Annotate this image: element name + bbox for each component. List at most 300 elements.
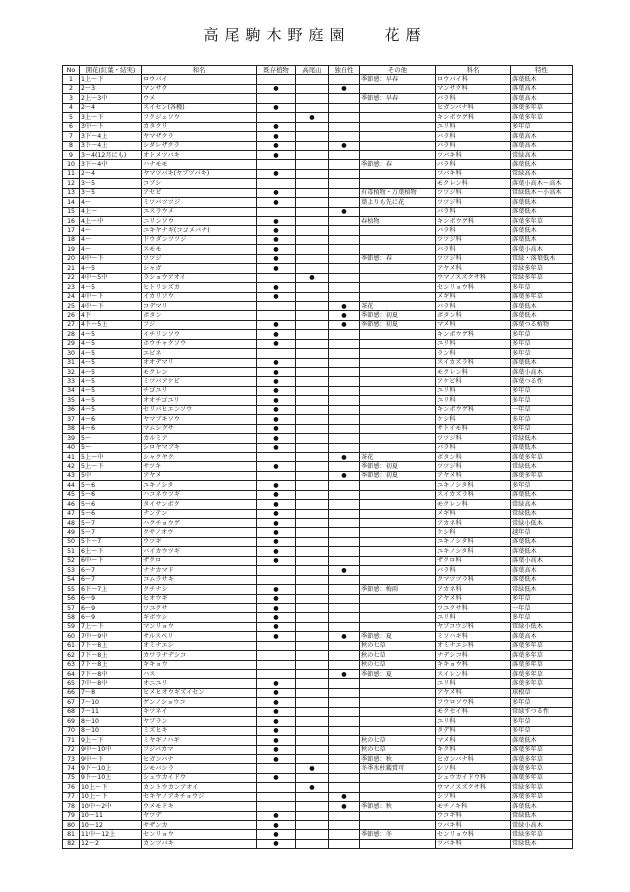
japanese-name-cell: センリョウ — [142, 830, 257, 839]
other-cell — [360, 537, 436, 546]
family-cell: ツツジ科 — [436, 434, 511, 443]
no-cell: 65 — [63, 679, 80, 688]
characteristics-cell: 落葉多年草 — [511, 452, 573, 461]
table-row — [63, 141, 573, 150]
uniqueness-cell — [329, 537, 360, 546]
table-row — [63, 698, 573, 707]
bloom-period-cell: 12～2 — [80, 839, 142, 848]
no-cell: 55 — [63, 585, 80, 594]
table-row — [63, 150, 573, 159]
no-cell: 58 — [63, 613, 80, 622]
family-cell: ユリ科 — [436, 717, 511, 726]
uniqueness-cell — [329, 509, 360, 518]
japanese-name-cell: ヤマツバキ(ヤブツバキ) — [142, 169, 257, 178]
other-cell — [360, 839, 436, 848]
table-row — [63, 235, 573, 244]
family-cell: ケシ科 — [436, 528, 511, 537]
table-row — [63, 198, 573, 207]
bloom-period-cell: 4上～中 — [80, 217, 142, 226]
mt-takao-cell — [296, 613, 329, 622]
characteristics-cell: 落葉低木 — [511, 311, 573, 320]
header-characteristics: 特性 — [511, 66, 573, 75]
uniqueness-cell — [329, 132, 360, 141]
japanese-name-cell: シモバシラ — [142, 764, 257, 773]
table-row — [63, 811, 573, 820]
family-cell: バラ科 — [436, 207, 511, 216]
table-body — [63, 75, 573, 849]
bloom-period-cell: 4～5 — [80, 405, 142, 414]
uniqueness-cell — [329, 811, 360, 820]
no-cell: 66 — [63, 688, 80, 697]
no-cell: 71 — [63, 736, 80, 745]
japanese-name-cell: ウメモドキ — [142, 802, 257, 811]
bloom-period-cell: 9中～下 — [80, 754, 142, 763]
header-family: 科名 — [436, 66, 511, 75]
existing-plant-cell: ● — [257, 736, 296, 745]
uniqueness-cell — [329, 519, 360, 528]
characteristics-cell: 常緑高木 — [511, 150, 573, 159]
japanese-name-cell: オミナエシ — [142, 641, 257, 650]
uniqueness-cell: ● — [329, 301, 360, 310]
no-cell: 3 — [63, 94, 80, 103]
table-row — [63, 405, 573, 414]
other-cell — [360, 434, 436, 443]
characteristics-cell: 落葉多年草 — [511, 792, 573, 801]
mt-takao-cell: ● — [296, 273, 329, 282]
no-cell: 56 — [63, 594, 80, 603]
uniqueness-cell — [329, 254, 360, 263]
existing-plant-cell — [257, 179, 296, 188]
characteristics-cell: 多年草 — [511, 396, 573, 405]
existing-plant-cell: ● — [257, 754, 296, 763]
existing-plant-cell: ● — [257, 245, 296, 254]
japanese-name-cell: ヤブラン — [142, 717, 257, 726]
japanese-name-cell: マムシグサ — [142, 424, 257, 433]
characteristics-cell: 落葉高木 — [511, 141, 573, 150]
japanese-name-cell: カントウカンアオイ — [142, 783, 257, 792]
uniqueness-cell — [329, 575, 360, 584]
table-row — [63, 773, 573, 782]
family-cell: キク科 — [436, 745, 511, 754]
title-calendar-label: 花暦 — [384, 26, 427, 44]
characteristics-cell: 多年草 — [511, 283, 573, 292]
family-cell: スイレン科 — [436, 670, 511, 679]
uniqueness-cell — [329, 150, 360, 159]
uniqueness-cell — [329, 585, 360, 594]
no-cell: 16 — [63, 217, 80, 226]
uniqueness-cell — [329, 198, 360, 207]
japanese-name-cell: カワラナデシコ — [142, 651, 257, 660]
other-cell: 季節感：梅雨 — [360, 585, 436, 594]
header-other: その他 — [360, 66, 436, 75]
japanese-name-cell: スモモ — [142, 245, 257, 254]
characteristics-cell: 多年草 — [511, 717, 573, 726]
japanese-name-cell: ヒガンバナ — [142, 754, 257, 763]
other-cell — [360, 330, 436, 339]
characteristics-cell: 落葉多年草 — [511, 679, 573, 688]
table-row — [63, 764, 573, 773]
table-row — [63, 349, 573, 358]
table-row — [63, 792, 573, 801]
bloom-period-cell: 4～5 — [80, 349, 142, 358]
existing-plant-cell: ● — [257, 490, 296, 499]
characteristics-cell: 球根草 — [511, 688, 573, 697]
characteristics-cell: 落葉多年草 — [511, 217, 573, 226]
existing-plant-cell: ● — [257, 405, 296, 414]
characteristics-cell: 落葉小高木 — [511, 556, 573, 565]
header-existing-plant: 既存植物 — [257, 66, 296, 75]
family-cell: ツバキ科 — [436, 169, 511, 178]
japanese-name-cell: ヒトリシズカ — [142, 283, 257, 292]
characteristics-cell: 落葉多年草 — [511, 670, 573, 679]
mt-takao-cell — [296, 311, 329, 320]
table-row — [63, 462, 573, 471]
family-cell: バラ科 — [436, 226, 511, 235]
family-cell: アヤメ科 — [436, 594, 511, 603]
japanese-name-cell: ザクロ — [142, 556, 257, 565]
mt-takao-cell — [296, 651, 329, 660]
bloom-period-cell: 3上～下 — [80, 113, 142, 122]
mt-takao-cell — [296, 547, 329, 556]
table-row — [63, 585, 573, 594]
table-row — [63, 179, 573, 188]
existing-plant-cell: ● — [257, 141, 296, 150]
characteristics-cell: 常緑低木～小高木 — [511, 188, 573, 197]
uniqueness-cell — [329, 651, 360, 660]
uniqueness-cell: ● — [329, 452, 360, 461]
bloom-period-cell: 5下～7 — [80, 537, 142, 546]
existing-plant-cell — [257, 575, 296, 584]
other-cell — [360, 405, 436, 414]
family-cell: キンポウゲ科 — [436, 217, 511, 226]
table-row — [63, 94, 573, 103]
japanese-name-cell: フジバカマ — [142, 745, 257, 754]
family-cell: ユリ科 — [436, 122, 511, 131]
japanese-name-cell: コムラサキ — [142, 575, 257, 584]
mt-takao-cell — [296, 556, 329, 565]
mt-takao-cell — [296, 500, 329, 509]
characteristics-cell: 落葉多年草 — [511, 103, 573, 112]
other-cell — [360, 113, 436, 122]
mt-takao-cell — [296, 103, 329, 112]
table-row — [63, 622, 573, 631]
mt-takao-cell — [296, 179, 329, 188]
no-cell: 51 — [63, 547, 80, 556]
table-row — [63, 679, 573, 688]
mt-takao-cell — [296, 594, 329, 603]
bloom-period-cell: 5～ — [80, 434, 142, 443]
table-row — [63, 490, 573, 499]
characteristics-cell: 多年草 — [511, 698, 573, 707]
no-cell: 77 — [63, 792, 80, 801]
other-cell — [360, 811, 436, 820]
existing-plant-cell: ● — [257, 396, 296, 405]
mt-takao-cell — [296, 235, 329, 244]
characteristics-cell: 落葉多年草 — [511, 641, 573, 650]
japanese-name-cell: キツネイ — [142, 707, 257, 716]
mt-takao-cell — [296, 75, 329, 84]
japanese-name-cell: ユキノシタ — [142, 481, 257, 490]
other-cell — [360, 122, 436, 131]
uniqueness-cell — [329, 641, 360, 650]
other-cell: 季節感：早春 — [360, 75, 436, 84]
mt-takao-cell — [296, 94, 329, 103]
characteristics-cell: 常緑多年草 — [511, 830, 573, 839]
uniqueness-cell: ● — [329, 84, 360, 93]
table-row — [63, 207, 573, 216]
other-cell — [360, 368, 436, 377]
existing-plant-cell: ● — [257, 594, 296, 603]
characteristics-cell: 落葉多年草 — [511, 745, 573, 754]
other-cell — [360, 235, 436, 244]
uniqueness-cell — [329, 726, 360, 735]
table-row — [63, 547, 573, 556]
existing-plant-cell: ● — [257, 745, 296, 754]
no-cell: 30 — [63, 349, 80, 358]
family-cell: マンサク科 — [436, 84, 511, 93]
no-cell: 46 — [63, 500, 80, 509]
bloom-period-cell: 7下～8上 — [80, 651, 142, 660]
uniqueness-cell — [329, 235, 360, 244]
bloom-period-cell: 5上～下 — [80, 462, 142, 471]
uniqueness-cell: ● — [329, 471, 360, 480]
existing-plant-cell: ● — [257, 688, 296, 697]
japanese-name-cell: マンリョウ — [142, 622, 257, 631]
flower-calendar-table — [62, 65, 573, 849]
japanese-name-cell: ヒオウギ — [142, 594, 257, 603]
characteristics-cell: 常緑高木 — [511, 169, 573, 178]
existing-plant-cell: ● — [257, 292, 296, 301]
uniqueness-cell — [329, 283, 360, 292]
existing-plant-cell: ● — [257, 254, 296, 263]
other-cell: 秋の七草 — [360, 651, 436, 660]
characteristics-cell: 落葉多年草 — [511, 754, 573, 763]
uniqueness-cell: ● — [329, 566, 360, 575]
family-cell: ケシ科 — [436, 415, 511, 424]
other-cell — [360, 273, 436, 282]
mt-takao-cell — [296, 490, 329, 499]
table-row — [63, 556, 573, 565]
family-cell: ユリ科 — [436, 386, 511, 395]
family-cell: ミソハギ科 — [436, 632, 511, 641]
japanese-name-cell: ドウダンツツジ — [142, 235, 257, 244]
family-cell: ユリ科 — [436, 613, 511, 622]
uniqueness-cell: ● — [329, 207, 360, 216]
family-cell: ツツジ科 — [436, 198, 511, 207]
bloom-period-cell: 1上～下 — [80, 75, 142, 84]
mt-takao-cell — [296, 641, 329, 650]
japanese-name-cell: チゴユリ — [142, 386, 257, 395]
japanese-name-cell: オトメツバキ — [142, 150, 257, 159]
japanese-name-cell: ホウチャクソウ — [142, 339, 257, 348]
characteristics-cell: 落葉多年草 — [511, 292, 573, 301]
existing-plant-cell: ● — [257, 122, 296, 131]
japanese-name-cell: シャクヤク — [142, 452, 257, 461]
other-cell — [360, 415, 436, 424]
bloom-period-cell: 5～7 — [80, 519, 142, 528]
bloom-period-cell: 2～4 — [80, 103, 142, 112]
existing-plant-cell: ● — [257, 632, 296, 641]
characteristics-cell: 落葉多年草 — [511, 113, 573, 122]
characteristics-cell: 常緑多年草 — [511, 783, 573, 792]
other-cell — [360, 575, 436, 584]
bloom-period-cell: 4上～ — [80, 207, 142, 216]
japanese-name-cell: ハス — [142, 670, 257, 679]
characteristics-cell: 常緑低木 — [511, 509, 573, 518]
mt-takao-cell — [296, 245, 329, 254]
characteristics-cell: 常緑多年草 — [511, 273, 573, 282]
existing-plant-cell: ● — [257, 821, 296, 830]
no-cell: 23 — [63, 283, 80, 292]
table-row — [63, 594, 573, 603]
characteristics-cell: 常緑低木 — [511, 811, 573, 820]
family-cell: クマツヅラ科 — [436, 575, 511, 584]
existing-plant-cell: ● — [257, 528, 296, 537]
bloom-period-cell: 4～6 — [80, 424, 142, 433]
other-cell: 季節感：冬 — [360, 830, 436, 839]
japanese-name-cell: ナナカマド — [142, 566, 257, 575]
other-cell — [360, 821, 436, 830]
bloom-period-cell: 3下～4上 — [80, 141, 142, 150]
characteristics-cell: 落葉多年草 — [511, 651, 573, 660]
no-cell: 43 — [63, 471, 80, 480]
uniqueness-cell — [329, 745, 360, 754]
characteristics-cell: 常緑小高木 — [511, 821, 573, 830]
existing-plant-cell: ● — [257, 320, 296, 329]
uniqueness-cell — [329, 821, 360, 830]
bloom-period-cell: 7～11 — [80, 707, 142, 716]
uniqueness-cell — [329, 339, 360, 348]
existing-plant-cell: ● — [257, 519, 296, 528]
bloom-period-cell: 7～8 — [80, 688, 142, 697]
characteristics-cell: 落葉多年草 — [511, 773, 573, 782]
no-cell: 82 — [63, 839, 80, 848]
existing-plant-cell: ● — [257, 188, 296, 197]
other-cell — [360, 386, 436, 395]
family-cell: ボタン科 — [436, 311, 511, 320]
bloom-period-cell: 3下～4中 — [80, 160, 142, 169]
other-cell — [360, 339, 436, 348]
mt-takao-cell — [296, 443, 329, 452]
characteristics-cell: 落葉低木 — [511, 547, 573, 556]
japanese-name-cell: スイセン(各種) — [142, 103, 257, 112]
mt-takao-cell — [296, 292, 329, 301]
no-cell: 31 — [63, 358, 80, 367]
family-cell: モクレン科 — [436, 368, 511, 377]
japanese-name-cell: ゲンノショウコ — [142, 698, 257, 707]
bloom-period-cell: 7下～8上 — [80, 660, 142, 669]
bloom-period-cell: 4～5 — [80, 330, 142, 339]
family-cell: バラ科 — [436, 132, 511, 141]
existing-plant-cell: ● — [257, 84, 296, 93]
uniqueness-cell — [329, 160, 360, 169]
family-cell: バラ科 — [436, 245, 511, 254]
japanese-name-cell: ミヤギノハギ — [142, 736, 257, 745]
characteristics-cell: 落葉高木 — [511, 132, 573, 141]
family-cell: センリョウ科 — [436, 283, 511, 292]
no-cell: 39 — [63, 434, 80, 443]
japanese-name-cell: ユスラウメ — [142, 207, 257, 216]
family-cell: ツユクサ科 — [436, 603, 511, 612]
existing-plant-cell: ● — [257, 839, 296, 848]
existing-plant-cell: ● — [257, 103, 296, 112]
characteristics-cell: 落葉低木 — [511, 443, 573, 452]
mt-takao-cell — [296, 698, 329, 707]
bloom-period-cell: 4～ — [80, 245, 142, 254]
uniqueness-cell — [329, 603, 360, 612]
uniqueness-cell — [329, 717, 360, 726]
mt-takao-cell — [296, 160, 329, 169]
japanese-name-cell: ミツバアケビ — [142, 377, 257, 386]
uniqueness-cell — [329, 226, 360, 235]
existing-plant-cell: ● — [257, 217, 296, 226]
mt-takao-cell — [296, 566, 329, 575]
mt-takao-cell — [296, 217, 329, 226]
mt-takao-cell: ● — [296, 113, 329, 122]
japanese-name-cell: ニリンソウ — [142, 217, 257, 226]
title-garden-name: 高尾駒木野庭園 — [203, 26, 351, 44]
japanese-name-cell: シロヤマブキ — [142, 443, 257, 452]
existing-plant-cell — [257, 349, 296, 358]
table-row — [63, 160, 573, 169]
table-row — [63, 688, 573, 697]
no-cell: 4 — [63, 103, 80, 112]
no-cell: 32 — [63, 368, 80, 377]
mt-takao-cell — [296, 377, 329, 386]
no-cell: 79 — [63, 811, 80, 820]
characteristics-cell: 落葉低木 — [511, 75, 573, 84]
existing-plant-cell: ● — [257, 547, 296, 556]
mt-takao-cell — [296, 434, 329, 443]
bloom-period-cell: 2上～3中 — [80, 94, 142, 103]
existing-plant-cell — [257, 273, 296, 282]
existing-plant-cell: ● — [257, 830, 296, 839]
family-cell: ユリ科 — [436, 679, 511, 688]
other-cell: 季節感：初夏 — [360, 471, 436, 480]
characteristics-cell: 落葉低木 — [511, 490, 573, 499]
other-cell — [360, 396, 436, 405]
japanese-name-cell: ハナモモ — [142, 160, 257, 169]
bloom-period-cell: 3中～下 — [80, 122, 142, 131]
japanese-name-cell: ヤマブキソウ — [142, 415, 257, 424]
family-cell: ツツジ科 — [436, 188, 511, 197]
bloom-period-cell: 4～5 — [80, 339, 142, 348]
existing-plant-cell: ● — [257, 537, 296, 546]
characteristics-cell: 落葉低木 — [511, 575, 573, 584]
bloom-period-cell: 4下 — [80, 311, 142, 320]
uniqueness-cell: ● — [329, 632, 360, 641]
bloom-period-cell: 7～10 — [80, 698, 142, 707]
uniqueness-cell — [329, 688, 360, 697]
characteristics-cell: 落葉高木 — [511, 94, 573, 103]
mt-takao-cell — [296, 802, 329, 811]
other-cell — [360, 169, 436, 178]
mt-takao-cell: ● — [296, 764, 329, 773]
mt-takao-cell — [296, 773, 329, 782]
mt-takao-cell — [296, 519, 329, 528]
mt-takao-cell — [296, 754, 329, 763]
family-cell: ツツジ科 — [436, 235, 511, 244]
uniqueness-cell — [329, 594, 360, 603]
table-row — [63, 320, 573, 329]
table-row — [63, 188, 573, 197]
other-cell: 季節感：秋 — [360, 754, 436, 763]
table-row — [63, 726, 573, 735]
mt-takao-cell — [296, 603, 329, 612]
other-cell — [360, 566, 436, 575]
bloom-period-cell: 2～4 — [80, 169, 142, 178]
mt-takao-cell — [296, 84, 329, 93]
